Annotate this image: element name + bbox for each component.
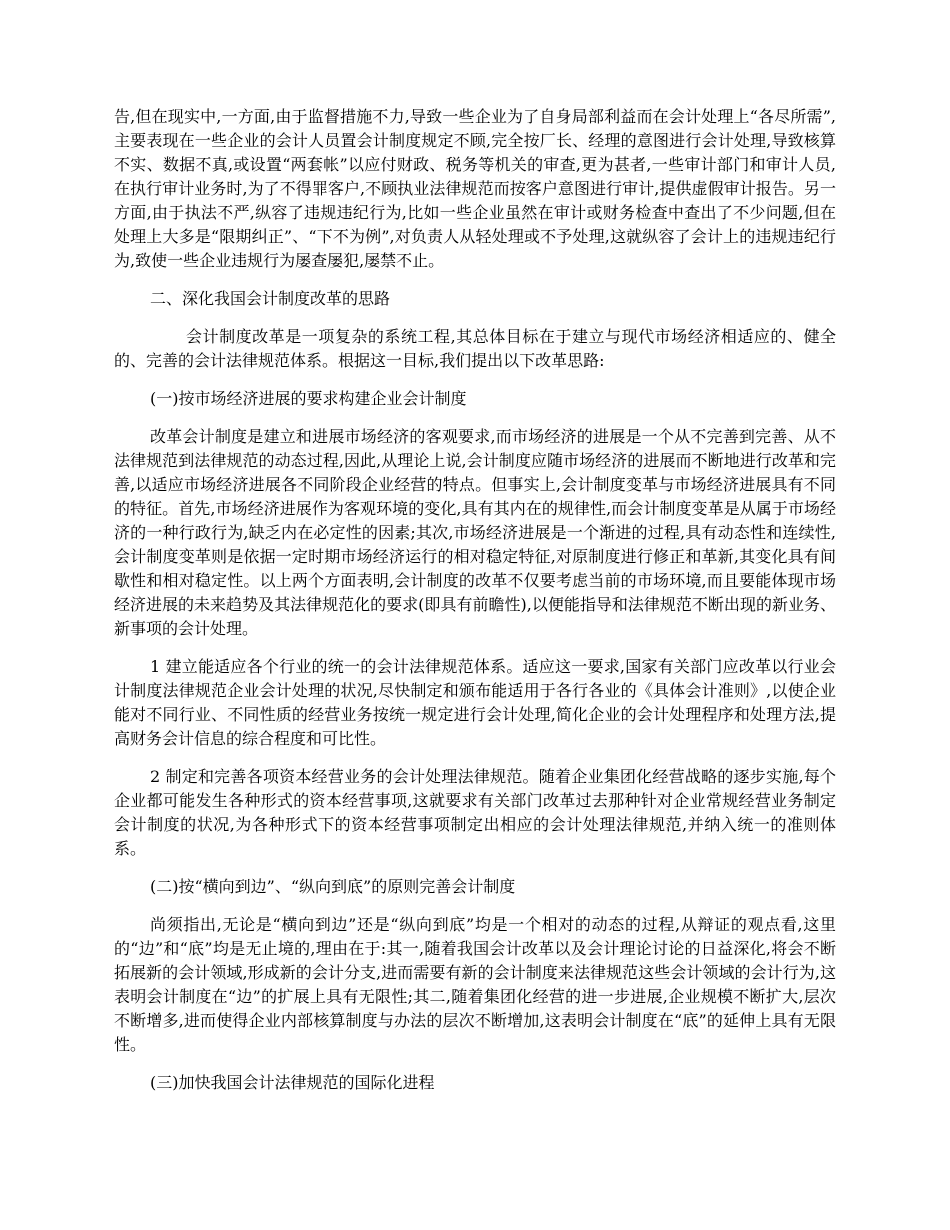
subheading-1: (一)按市场经济进展的要求构建企业会计制度 — [150, 389, 467, 408]
subheading-2: (二)按“横向到边”、“纵向到底”的原则完善会计制度 — [150, 877, 516, 896]
document-page — [114, 105, 836, 1109]
paragraph-body: 改革会计制度是建立和进展市场经济的客观要求,而市场经济的进展是一个从不完善到完善、从不法律规范到法律规范的动态过程,因此,从理论上说,会计制度应随市场经济的进展而不断地进行改革和完善,以适应市场经济进展各不同阶段企业经营的特点。但事实上,会计制度变革与市场经济进展具有不同的特征。首先,市场经济进展作为客观环境的变化,具有其内在的规律性,而会计制度变革是从属于市场经济的一种行政行为,缺乏内在必定性的因素;其次,市场经济进展是一个渐进的过程,具有动态性和连续性,会计制度变革则是依据一定时期市场经济运行的相对稳定特征,对原制度进行修正和革新,其变化具有间歇性和相对稳定性。以上两个方面表明,会计制度的改革不仅要考虑当前的市场环境,而且要能体现市场经济进展的未来趋势及其法律规范化的要求(即具有前瞻性),以便能指导和法律规范不断出现的新业务、新事项的会计处理。 — [114, 427, 836, 638]
paragraph-continuation: 告,但在现实中,一方面,由于监督措施不力,导致一些企业为了自身局部利益而在会计处理上“各尽所需”,主要表现在一些企业的会计人员置会计制度规定不顾,完全按厂长、经理的意图进行会计处理,导致核算不实、数据不真,或设置“两套帐”以应付财政、税务等机关的审查,更为甚者,一些审计部门和审计人员,在执行审计业务时,为了不得罪客户,不顾执业法律规范而按客户意图进行审计,提供虚假审计报告。另一方面,由于执法不严,纵容了违规违纪行为,比如一些企业虽然在审计或财务检查中查出了不少问题,但在处理上大多是“限期纠正”、“下不为例”,对负责人从轻处理或不予处理,这就纵容了会计上的违规违纪行为,致使一些企业违规行为屡查屡犯,屡禁不止。 — [114, 107, 836, 270]
section-heading-2: 二、深化我国会计制度改革的思路 — [150, 289, 391, 308]
paragraph-point-2: 2 制定和完善各项资本经营业务的会计处理法律规范。随着企业集团化经营战略的逐步实施,每个企业都可能发生各种形式的资本经营事项,这就要求有关部门改革过去那种针对企业常规经营业务制定会计制度的状况,为各种形式下的资本经营事项制定出相应的会计处理法律规范,并纳入统一的准则体系。 — [114, 767, 836, 858]
subheading-3: (三)加快我国会计法律规范的国际化进程 — [150, 1073, 435, 1092]
paragraph-body: 尚须指出,无论是“横向到边”还是“纵向到底”均是一个相对的动态的过程,从辩证的观点看,这里的“边”和“底”均是无止境的,理由在于:其一,随着我国会计改革以及会计理论讨论的日益深化,将会不断拓展新的会计领域,形成新的会计分支,进而需要有新的会计制度来法律规范这些会计领域的会计行为,这表明会计制度在“边”的扩展上具有无限性;其二,随着集团化经营的进一步进展,企业规模不断扩大,层次不断增多,进而使得企业内部核算制度与办法的层次不断增加,这表明会计制度在“底”的延伸上具有无限性。 — [114, 915, 836, 1054]
paragraph-intro: 会计制度改革是一项复杂的系统工程,其总体目标在于建立与现代市场经济相适应的、健全的、完善的会计法律规范体系。根据这一目标,我们提出以下改革思路: — [114, 327, 836, 370]
paragraph-point-1: 1 建立能适应各个行业的统一的会计法律规范体系。适应这一要求,国家有关部门应改革以行业会计制度法律规范企业会计处理的状况,尽快制定和颁布能适用于各行各业的《具体会计准则》,以使企业能对不同行业、不同性质的经营业务按统一规定进行会计处理,简化企业的会计处理程序和处理方法,提高财务会计信息的综合程度和可比性。 — [114, 657, 836, 748]
